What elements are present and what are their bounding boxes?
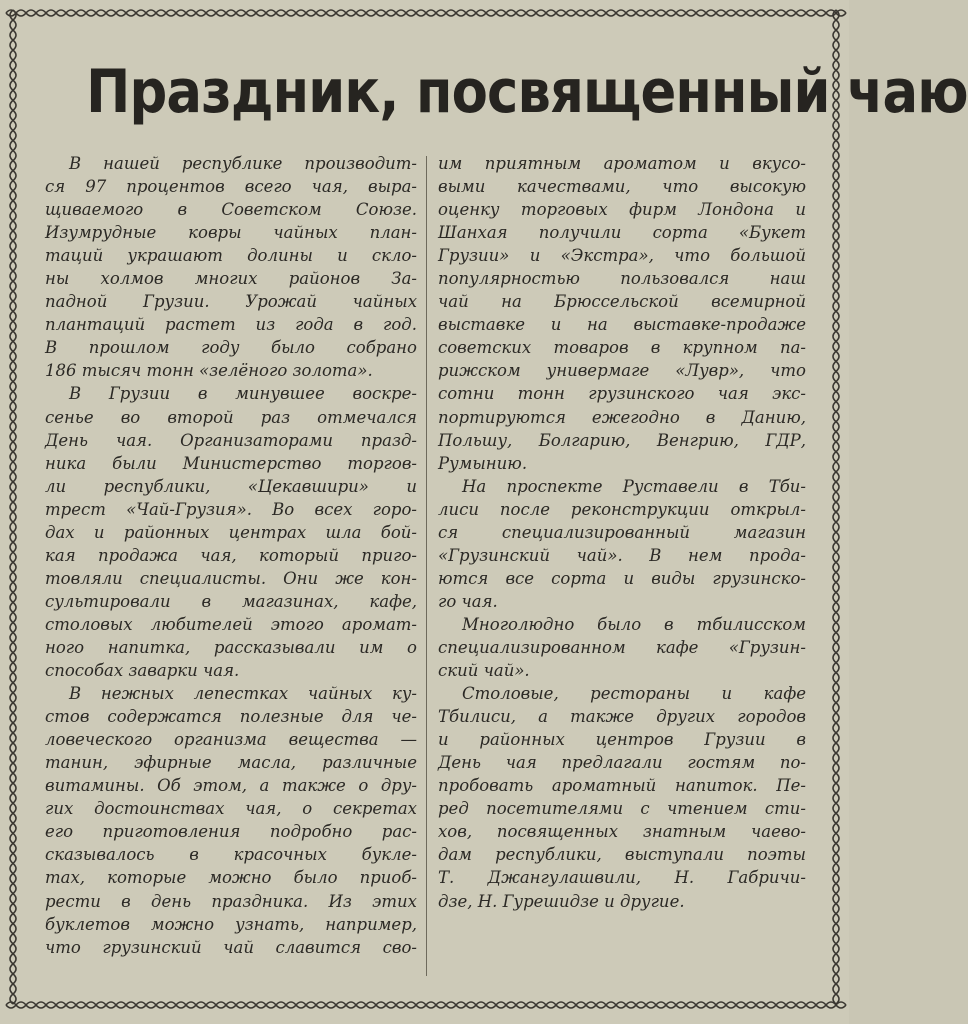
text-line: «Грузинский чай». В нем прода- bbox=[438, 545, 806, 565]
text-line: ский чай». bbox=[438, 661, 530, 681]
text-line: буклетов можно узнать, например, bbox=[45, 914, 417, 934]
text-line: столовых любителей этого аромат- bbox=[45, 614, 417, 634]
text-line: и районных центров Грузии в bbox=[438, 730, 806, 750]
text-line: рижском универмаге «Лувр», что bbox=[438, 361, 806, 381]
text-line: ся специализированный магазин bbox=[438, 522, 806, 542]
text-line: гих достоинствах чая, о секретах bbox=[45, 799, 417, 819]
text-line: ся 97 процентов всего чая, выра- bbox=[45, 177, 417, 197]
article-headline: Праздник, посвященный чаю bbox=[86, 57, 968, 127]
text-line: Т. Джангулашвили, Н. Габричи- bbox=[438, 868, 806, 888]
text-line: го чая. bbox=[438, 591, 498, 611]
text-line: дам республики, выступали поэты bbox=[438, 845, 806, 865]
text-line: выми качествами, что высокую bbox=[438, 177, 806, 197]
text-line: В прошлом году было собрано bbox=[45, 338, 417, 358]
text-line: тах, которые можно было приоб- bbox=[45, 868, 417, 888]
text-line: В нежных лепестках чайных ку- bbox=[69, 684, 417, 704]
text-line: чай на Брюссельской всемирной bbox=[438, 292, 806, 312]
text-line: Столовые, рестораны и кафе bbox=[462, 684, 806, 704]
text-line: популярностью пользовался наш bbox=[438, 269, 806, 289]
text-line: портируются ежегодно в Данию, bbox=[438, 407, 806, 427]
text-line: ны холмов многих районов За- bbox=[45, 269, 417, 289]
text-line: щиваемого в Советском Союзе. bbox=[45, 200, 417, 220]
text-line: специализированном кафе «Грузин- bbox=[438, 637, 806, 657]
text-line: День чая. Организаторами празд- bbox=[45, 430, 417, 450]
text-line: выставке и на выставке-продаже bbox=[438, 315, 806, 335]
text-line: стов содержатся полезные для че- bbox=[45, 707, 417, 727]
text-line: День чая предлагали гостям по- bbox=[438, 753, 806, 773]
text-line: пробовать ароматный напиток. Пе- bbox=[438, 776, 806, 796]
ornamental-border-right bbox=[829, 10, 843, 1004]
text-line: Тбилиси, а также других городов bbox=[438, 707, 806, 727]
text-line: Многолюдно было в тбилисском bbox=[462, 614, 806, 634]
text-line: способах заварки чая. bbox=[45, 661, 240, 681]
text-line: оценку торговых фирм Лондона и bbox=[438, 200, 806, 220]
text-line: кая продажа чая, который приго- bbox=[45, 545, 417, 565]
text-line: ника были Министерство торгов- bbox=[45, 453, 417, 473]
article-column-right bbox=[438, 152, 806, 913]
text-line: ред посетителями с чтением сти- bbox=[438, 799, 806, 819]
text-line: ются все сорта и виды грузинско- bbox=[438, 568, 806, 588]
ornamental-border-left bbox=[6, 10, 20, 1004]
text-line: сенье во второй раз отмечался bbox=[45, 407, 417, 427]
text-line: сказывалось в красочных букле- bbox=[45, 845, 417, 865]
text-line: дах и районных центрах шла бой- bbox=[45, 522, 417, 542]
text-line: ли республики, «Цекавшири» и bbox=[45, 476, 417, 496]
text-line: витамины. Об этом, а также о дру- bbox=[45, 776, 417, 796]
text-line: На проспекте Руставели в Тби- bbox=[462, 476, 806, 496]
text-line: танин, эфирные масла, различные bbox=[45, 753, 417, 773]
text-line: 186 тысяч тонн «зелёного золота». bbox=[45, 361, 373, 381]
text-line: Польшу, Болгарию, Венгрию, ГДР, bbox=[438, 430, 806, 450]
text-line: что грузинский чай славится сво- bbox=[45, 937, 417, 957]
text-line: трест «Чай-Грузия». Во всех горо- bbox=[45, 499, 417, 519]
text-line: лиси после реконструкции открыл- bbox=[438, 499, 806, 519]
text-line: Изумрудные ковры чайных план- bbox=[45, 223, 417, 243]
ornamental-border-top bbox=[6, 6, 843, 20]
text-line: его приготовления подробно рас- bbox=[45, 822, 417, 842]
text-line: сультировали в магазинах, кафе, bbox=[45, 591, 417, 611]
text-line: рести в день праздника. Из этих bbox=[45, 891, 417, 911]
text-line: плантаций растет из года в год. bbox=[45, 315, 417, 335]
text-line: Румынию. bbox=[438, 453, 528, 473]
ornamental-border-bottom bbox=[6, 998, 843, 1012]
text-line: советских товаров в крупном па- bbox=[438, 338, 806, 358]
text-line: В Грузии в минувшее воскре- bbox=[69, 384, 417, 404]
text-line: им приятным ароматом и вкусо- bbox=[438, 154, 806, 173]
article-column-left bbox=[45, 152, 417, 959]
text-line: хов, посвященных знатным чаево- bbox=[438, 822, 806, 842]
text-line: ного напитка, рассказывали им о bbox=[45, 637, 417, 657]
text-line: сотни тонн грузинского чая экс- bbox=[438, 384, 806, 404]
text-line: падной Грузии. Урожай чайных bbox=[45, 292, 417, 312]
text-line: дзе, Н. Гурешидзе и другие. bbox=[438, 891, 685, 911]
text-line: товляли специалисты. Они же кон- bbox=[45, 568, 417, 588]
text-line: таций украшают долины и скло- bbox=[45, 246, 417, 266]
column-divider bbox=[426, 156, 427, 976]
text-line: Грузии» и «Экстра», что большой bbox=[438, 246, 806, 266]
text-line: ловеческого организма вещества — bbox=[45, 730, 417, 750]
text-line: В нашей республике производит- bbox=[69, 154, 417, 173]
text-line: Шанхая получили сорта «Букет bbox=[438, 223, 806, 243]
